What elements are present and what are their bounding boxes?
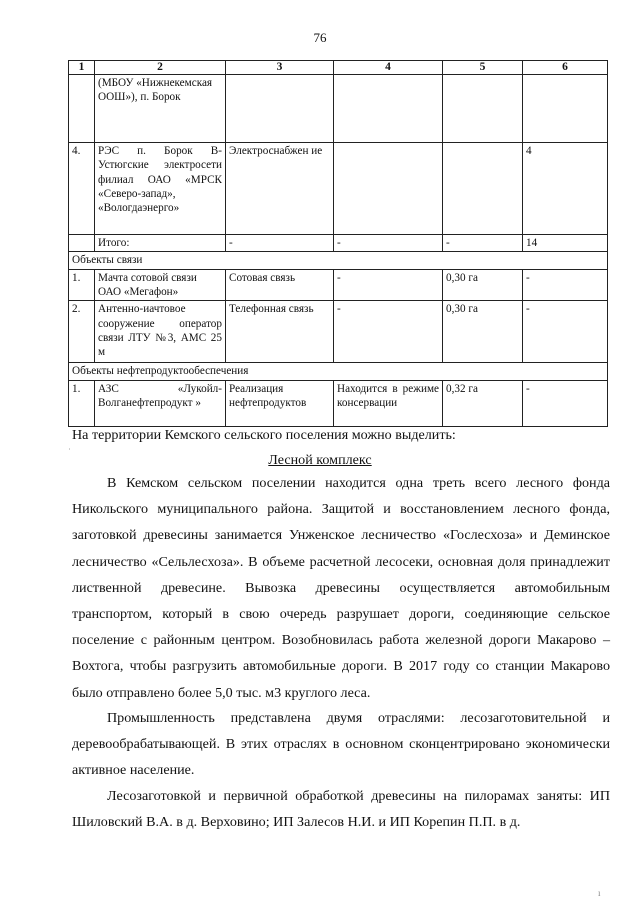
column-header: 1 [69,61,95,75]
table-cell: - [523,380,608,426]
table-cell: Находится в режиме консервации [334,380,443,426]
table-cell: 2. [69,301,95,363]
table-cell: Электроснабжен ие [226,143,334,235]
table-cell: - [334,235,443,252]
table-header-row [69,61,608,75]
page-number: 76 [313,30,327,45]
table-cell: 0,30 га [443,301,523,363]
table-cell: Сотовая связь [226,269,334,301]
intro-text: На территории Кемского сельского поселения можно выделить: [72,427,456,443]
table-cell: Итого: [95,235,226,252]
table-cell: 1. [69,380,95,426]
table-cell: - [523,269,608,301]
section-row [69,363,608,380]
table-cell: - [523,301,608,363]
section-title: Объекты нефтепродуктообеспечения [69,363,608,380]
table-cell [334,143,443,235]
table-cell: - [334,301,443,363]
body-paragraph: Промышленность представлена двумя отраслями: лесозаготовительной и деревообрабатывающей. В этих отраслях в основном сконцентрировано экономически активное население. [72,710,610,779]
body-paragraph: Лесозаготовкой и первичной обработкой древесины на пилорамах заняты: ИП Шиловский В.А. в д. Верховино; ИП Залесов Н.И. и ИП Корепин П.П. в д. [72,788,610,831]
column-header: 2 [95,61,226,75]
table-cell: 0,32 га [443,380,523,426]
table-cell: 4 [523,143,608,235]
table-row [69,269,608,301]
section-heading-text: Лесной комплекс [268,452,372,468]
scan-mark: ı [598,888,601,898]
column-header: 4 [334,61,443,75]
table-total-row [69,235,608,252]
table-cell: 4. [69,143,95,235]
table-cell [69,75,95,143]
table-cell: РЭС п. Борок В-Устюгские электросети филиал ОАО «МРСК «Северо-запад», «Вологдаэнерго» [95,143,226,235]
table-cell: - [443,235,523,252]
table-row [69,75,608,143]
table-cell [443,75,523,143]
section-title: Объекты связи [69,252,608,269]
table-cell: АЗС «Лукойл-Волганефтепродукт » [95,380,226,426]
column-header: 5 [443,61,523,75]
table-cell [523,75,608,143]
infrastructure-table [68,60,608,427]
table-cell: (МБОУ «Нижнекемская ООШ»), п. Борок [95,75,226,143]
table-row [69,380,608,426]
table-cell [334,75,443,143]
section-row [69,252,608,269]
scan-mark: ˙ [68,447,71,457]
table-cell: - [226,235,334,252]
table-cell: Мачта сотовой связи ОАО «Мегафон» [95,269,226,301]
body-paragraph: В Кемском сельском поселении находится одна треть всего лесного фонда Никольского муниципального района. Защитой и восстановлением лесного фонда, заготовкой древесины занимается Унженское лесничество «Гослесхоза» и Деминское лесничество «Сельлесхоза». В объеме расчетной лесосеки, основная доля принадлежит лиственной древесине. Вывозка древесины осуществляется автомобильным транспортом, который в свою очередь разрушает дороги, соединяющие сельское поселение с районным центром. Возобновилась работа железной дороги Макарово – Вохтога, чтобы разгрузить автомобильные дороги. В 2017 году со станции Макарово было отправлено более 5,0 тыс. м3 круглого леса. [72,475,610,701]
table-cell: Антенно-иачтовое сооружение оператор связи ЛТУ №3, АМС 25 м [95,301,226,363]
table-row [69,143,608,235]
table-cell [226,75,334,143]
table-cell: 1. [69,269,95,301]
table-cell: Реализация нефтепродуктов [226,380,334,426]
table-cell: 0,30 га [443,269,523,301]
section-heading [0,452,640,469]
table-cell [69,235,95,252]
table-cell: Телефонная связь [226,301,334,363]
column-header: 3 [226,61,334,75]
table-row [69,301,608,363]
table-cell: - [334,269,443,301]
table-cell [443,143,523,235]
table-cell: 14 [523,235,608,252]
column-header: 6 [523,61,608,75]
